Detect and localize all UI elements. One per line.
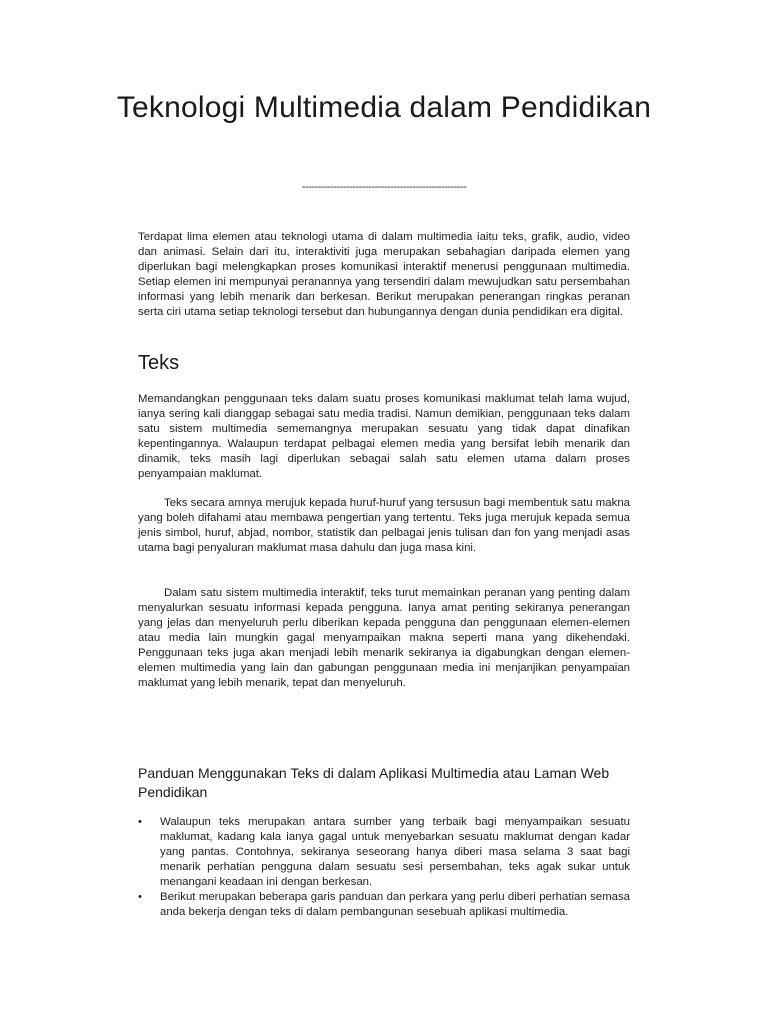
teks-paragraph-3: Dalam satu sistem multimedia interaktif, teks turut memainkan peranan yang penting dalam menyalurkan sesuatu informasi kepada pengguna. Ianya amat penting sekiranya penerangan yang jelas dan menyeluruh perlu diberikan kepada pengguna dan penggunaan elemen-elemen atau media lain mungkin gagal menyampaikan makna seperti mana yang dikehendaki. Penggunaan teks juga akan menjadi lebih menarik sekiranya ia digabungkan dengan elemen-elemen multimedia yang lain dan gabungan penggunaan media ini menjanjikan penyampaian maklumat yang lebih menarik, tepat dan menyeluruh. [138,587,630,689]
list-item-text: Walaupun teks merupakan antara sumber yang terbaik bagi menyampaikan sesuatu maklumat, kadang kala ianya gagal untuk menyebarkan sesuatu maklumat dengan kadar yang pantas. Contohnya, sekiranya seseorang hanya diberi masa selama 3 saat bagi menarik perhatian pengguna dalam sesuatu sesi persembahan, teks agak sukar untuk menangani keadaan ini dengan berkesan. [160,816,630,888]
bullet-icon: • [138,891,142,903]
list-item [138,890,630,920]
guideline-list [138,815,630,920]
bullet-icon: • [138,816,142,828]
title-divider: ---------------------------------------------------- [301,181,467,193]
guideline-heading: Panduan Menggunakan Teks di dalam Aplikasi Multimedia atau Laman Web Pendidikan [138,765,610,800]
teks-paragraph-2: Teks secara amnya merujuk kepada huruf-huruf yang tersusun bagi membentuk satu makna yang boleh difahami atau membawa pengertian yang tertentu. Teks juga merujuk kepada semua jenis simbol, huruf, abjad, nombor, statistik dan pelbagai jenis tulisan dan fon yang menjadi asas utama bagi penyaluran maklumat masa dahulu dan juga masa kini. [138,497,630,554]
document-title: Teknologi Multimedia dalam Pendidikan [116,91,652,124]
teks-paragraph-1: Memandangkan penggunaan teks dalam suatu proses komunikasi maklumat telah lama wujud, ianya sering kali dianggap sebagai satu media tradisi. Namun demikian, penggunaan teks dalam satu sistem multimedia sememangnya merupakan sesuatu yang tidak dapat dinafikan kepentingannya. Walaupun terdapat pelbagai elemen media yang bersifat lebih menarik dan dinamik, teks masih lagi diperlukan sebagai salah satu elemen utama dalam proses penyampaian maklumat. [138,393,630,480]
list-item-text: Berikut merupakan beberapa garis panduan dan perkara yang perlu diberi perhatian semasa anda bekerja dengan teks di dalam pembangunan sesebuah aplikasi multimedia. [160,891,630,918]
list-item [138,815,630,890]
section-heading-teks: Teks [138,352,180,374]
intro-paragraph: Terdapat lima elemen atau teknologi utama di dalam multimedia iaitu teks, grafik, audio, video dan animasi. Selain dari itu, interaktiviti juga merupakan sebahagian daripada elemen yang diperlukan bagi melengkapkan proses komunikasi interaktif menerusi penggunaan multimedia. Setiap elemen ini mempunyai peranannya yang tersendiri dalam mewujudkan satu persembahan informasi yang lebih menarik dan berkesan. Berikut merupakan penerangan ringkas peranan serta ciri utama setiap teknologi tersebut dan hubungannya dengan dunia pendidikan era digital. [138,231,630,318]
